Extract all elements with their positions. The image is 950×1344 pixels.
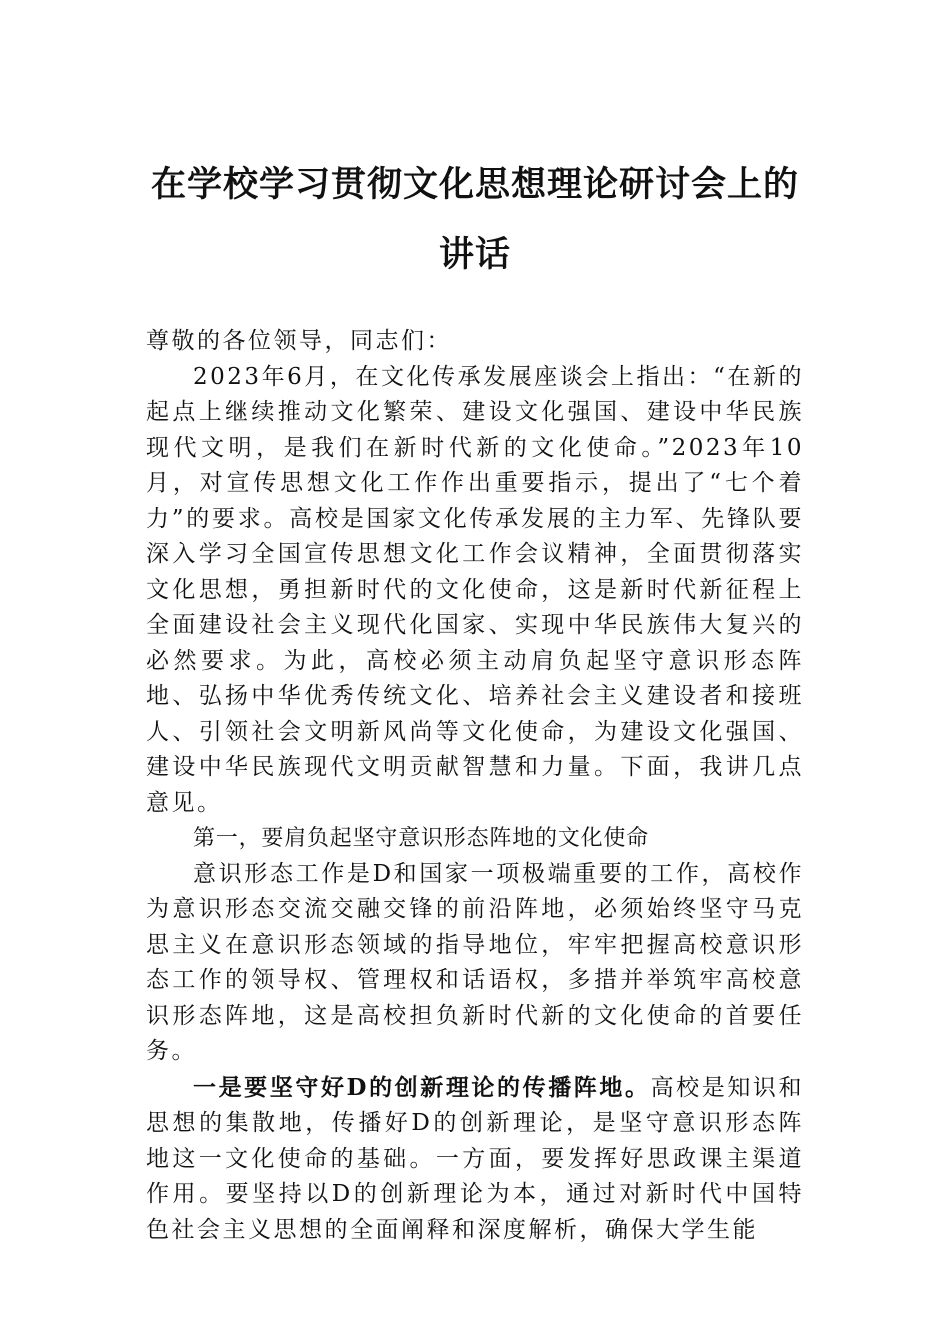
document-title-line-1: 在学校学习贯彻文化思想理论研讨会上的 bbox=[150, 165, 799, 205]
section-heading-1: 第一，要肩负起坚守意识形态阵地的文化使命 bbox=[193, 826, 650, 851]
point-1-text: 高校是知识和思想的集散地，传播好D的创新理论，是坚守意识形态阵地这一文化使命的基础。一方面，要发挥好思政课主渠道作用。要坚持以D的创新理论为本，通过对新时代中国特色社会主义思想的全面阐释和深度解析，确保大学生能 bbox=[146, 1074, 805, 1243]
point-1-paragraph bbox=[146, 1070, 804, 1249]
salutation: 尊敬的各位领导，同志们： bbox=[146, 328, 452, 354]
intro-paragraph: 2023年6月，在文化传承发展座谈会上指出：“在新的起点上继续推动文化繁荣、建设文化强国、建设中华民族现代文明，是我们在新时代新的文化使命。”2023年10月，对宣传思想文化工作作出重要指示，提出了“七个着力”的要求。高校是国家文化传承发展的主力军、先锋队要深入学习全国宣传思想文化工作会议精神，全面贯彻落实文化思想，勇担新时代的文化使命，这是新时代新征程上全面建设社会主义现代化国家、实现中华民族伟大复兴的必然要求。为此，高校必须主动肩负起坚守意识形态阵地、弘扬中华优秀传统文化、培养社会主义建设者和接班人、引领社会文明新风尚等文化使命，为建设文化强国、建设中华民族现代文明贡献智慧和力量。下面，我讲几点意见。 bbox=[146, 363, 804, 816]
document-title-line-2: 讲话 bbox=[438, 235, 511, 275]
point-1-lead: 一是要坚守好D的创新理论的传播阵地。 bbox=[193, 1073, 651, 1101]
document-body bbox=[146, 324, 804, 1248]
section-1-paragraph: 意识形态工作是D和国家一项极端重要的工作，高校作为意识形态交流交融交锋的前沿阵地，必须始终坚守马克思主义在意识形态领域的指导地位，牢牢把握高校意识形态工作的领导权、管理权和话语权，多措并举筑牢高校意识形态阵地，这是高校担负新时代新的文化使命的首要任务。 bbox=[146, 860, 804, 1064]
